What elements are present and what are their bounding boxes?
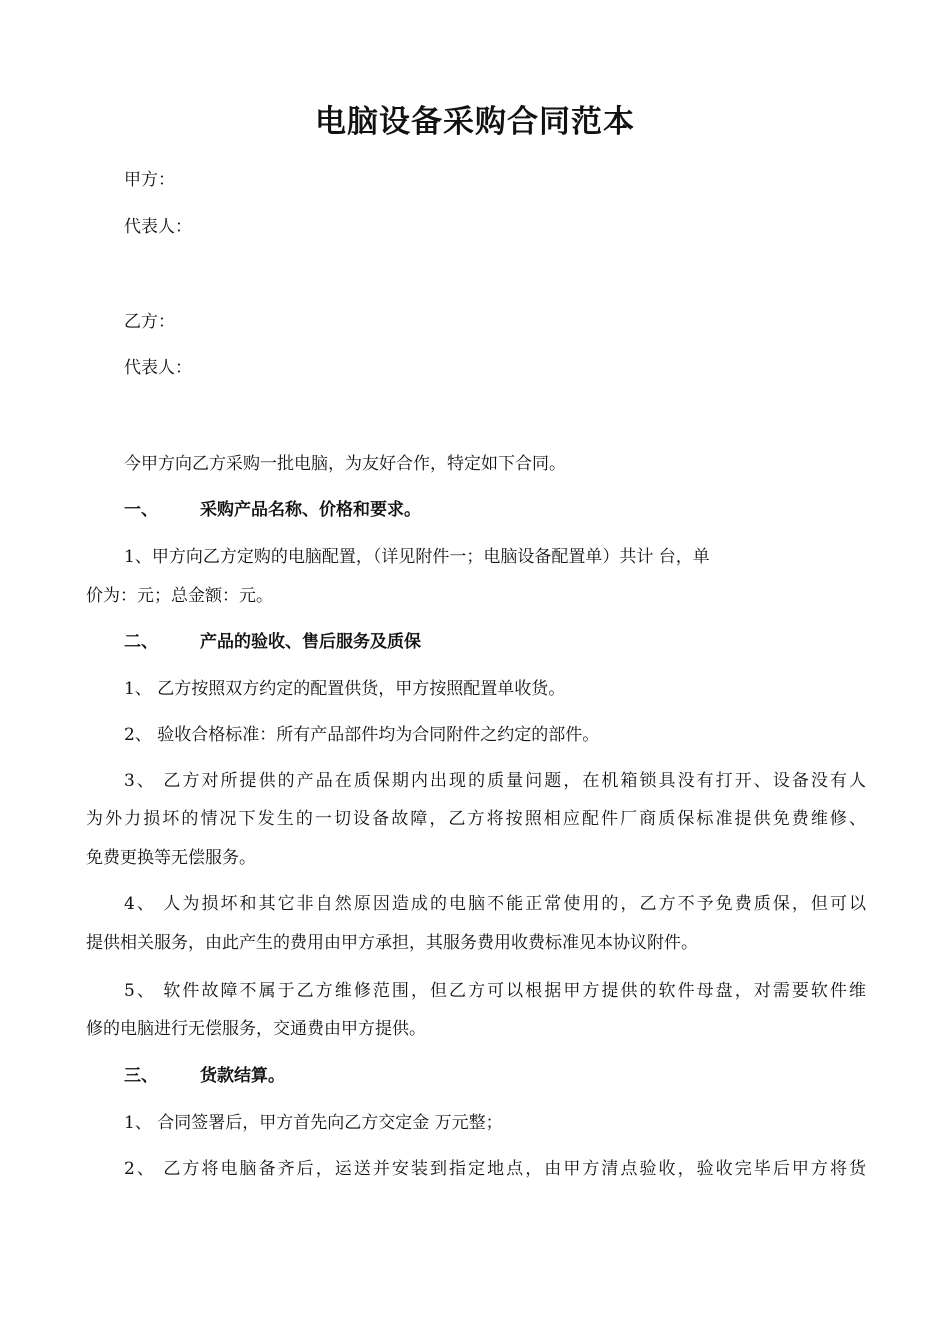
intro-paragraph: 今甲方向乙方采购一批电脑，为友好合作，特定如下合同。 (124, 454, 566, 474)
party-b-label: 乙方： (124, 312, 175, 332)
party-a-representative-label: 代表人： (124, 217, 192, 237)
section-3-heading (124, 1065, 285, 1087)
section-2-item-3-line-1: 3、 乙方对所提供的产品在质保期内出现的质量问题，在机箱锁具没有打开、设备没有人 (124, 771, 866, 791)
section-2-heading (124, 631, 421, 653)
section-1-item-1-line-2: 价为：元；总金额：元。 (86, 586, 273, 606)
section-2-title: 产品的验收、售后服务及质保 (200, 632, 421, 652)
section-2-item-3-line-3: 免费更换等无偿服务。 (86, 848, 256, 868)
section-2-item-4-line-1: 4、 人为损坏和其它非自然原因造成的电脑不能正常使用的，乙方不予免费质保，但可以 (124, 894, 866, 914)
section-3-item-1: 1、 合同签署后，甲方首先向乙方交定金 万元整； (124, 1113, 503, 1133)
party-a-label: 甲方： (124, 170, 175, 190)
section-2-item-5-line-2: 修的电脑进行无偿服务，交通费由甲方提供。 (86, 1019, 426, 1039)
section-2-item-4-line-2: 提供相关服务，由此产生的费用由甲方承担，其服务费用收费标准见本协议附件。 (86, 933, 698, 953)
section-3-title: 货款结算。 (200, 1066, 285, 1086)
section-2-item-1: 1、 乙方按照双方约定的配置供货，甲方按照配置单收货。 (124, 679, 566, 699)
section-3-item-2-line-1: 2、 乙方将电脑备齐后，运送并安装到指定地点，由甲方清点验收，验收完毕后甲方将货 (124, 1159, 866, 1179)
section-2-item-5-line-1: 5、 软件故障不属于乙方维修范围，但乙方可以根据甲方提供的软件母盘，对需要软件维 (124, 981, 866, 1001)
section-1-number: 一、 (124, 500, 158, 520)
section-1-title: 采购产品名称、价格和要求。 (200, 500, 421, 520)
document-title: 电脑设备采购合同范本 (315, 104, 635, 140)
section-2-item-2: 2、 验收合格标准：所有产品部件均为合同附件之约定的部件。 (124, 725, 600, 745)
party-b-representative-label: 代表人： (124, 358, 192, 378)
section-1-heading (124, 499, 421, 521)
section-3-number: 三、 (124, 1066, 158, 1086)
section-1-item-1-line-1: 1、甲方向乙方定购的电脑配置，（详见附件一；电脑设备配置单）共计 台，单 (124, 547, 710, 567)
section-2-item-3-line-2: 为外力损坏的情况下发生的一切设备故障，乙方将按照相应配件厂商质保标准提供免费维修、 (86, 809, 866, 829)
section-2-number: 二、 (124, 632, 158, 652)
